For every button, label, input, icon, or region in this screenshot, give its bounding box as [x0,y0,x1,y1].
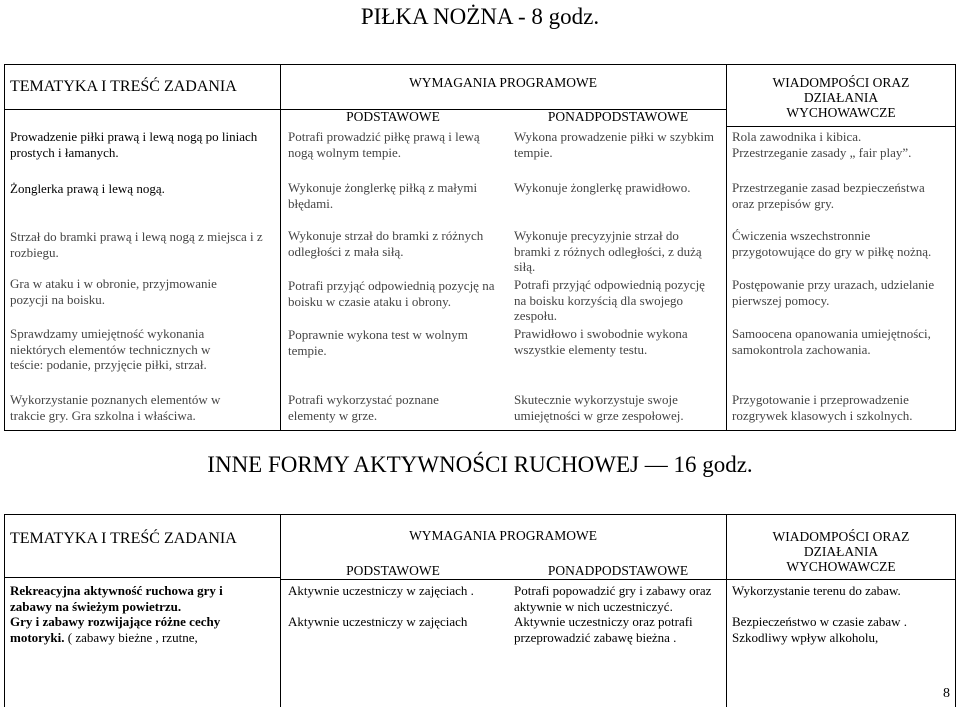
header-wiadomosci-line: WYCHOWAWCZE [786,105,896,120]
ponadpodstawowe-item: Potrafi przyjąć odpowiednią pozycję na boisku korzyścią dla swojego zespołu. [514,277,705,323]
podstawowe-item: Potrafi wykorzystać poznane elementy w grze. [288,392,439,423]
header-podstawowe: PODSTAWOWE [346,109,440,124]
header-tematyka: TEMATYKA I TREŚĆ ZADANIA [10,530,237,547]
ponadpodstawowe-item: Potrafi popowadzić gry i zabawy oraz aktywnie w nich uczestniczyć. [514,583,712,614]
podstawowe-item: Potrafi prowadzić piłkę prawą i lewą nogą wolnym tempie. [288,129,480,160]
page-number: 8 [943,686,950,701]
table-rule [4,64,5,430]
podstawowe-item: Aktywnie uczestniczy w zajęciach . [288,583,474,598]
header-ponadpodstawowe: PONADPODSTAWOWE [547,563,689,578]
podstawowe-item: Wykonuje strzał do bramki z różnych odległości z mała siłą. [288,228,484,259]
table-rule [4,64,956,65]
wychowawcze-item: Rola zawodnika i kibica. Przestrzeganie zasady „ fair play”. [732,129,912,160]
header-wiadomosci [726,75,956,120]
wychowawcze-item: Samoocena opanowania umiejętności, samokontrola zachowania. [732,326,931,357]
table-rule [4,430,956,431]
podstawowe-item: Aktywnie uczestniczy w zajęciach [288,614,468,629]
tematyka-item-bold: Gry i zabawy rozwijające różne cechy motoryki. [10,614,221,645]
wychowawcze-item: Przygotowanie i przeprowadzenie rozgrywek klasowych i szkolnych. [732,392,913,423]
podstawowe-item: Wykonuje żonglerkę piłką z małymi błędami. [288,180,478,211]
ponadpodstawowe-item: Wykonuje żonglerkę prawidłowo. [514,180,691,195]
tematyka-item: Żonglerka prawą i lewą nogą. [10,181,165,196]
table-rule [726,126,956,127]
header-wiadomosci-line: DZIAŁANIA [803,90,879,105]
wychowawcze-item: Postępowanie przy urazach, udzielanie pierwszej pomocy. [732,277,935,308]
header-wymagania: WYMAGANIA PROGRAMOWE [409,75,597,90]
tematyka-item: Sprawdzamy umiejętność wykonania niektórych elementów technicznych w teście: podanie, przyjęcie piłki, strzał. [10,326,211,372]
table-rule [4,577,280,578]
table-rule [4,514,5,707]
tematyka-item: Wykorzystanie poznanych elementów w trakcie gry. Gra szkolna i właściwa. [10,392,221,423]
table-rule [280,579,956,580]
ponadpodstawowe-item: Prawidłowo i swobodnie wykona wszystkie elementy testu. [514,326,688,357]
header-wiadomosci-line: WYCHOWAWCZE [786,559,896,574]
page-title: PIŁKA NOŻNA - 8 godz. [360,4,600,29]
table-rule [4,109,280,110]
ponadpodstawowe-item: Wykonuje precyzyjnie strzał do bramki z różnych odległości, z dużą siłą. [514,228,702,274]
podstawowe-item: Poprawnie wykona test w wolnym tempie. [288,327,468,358]
wychowawcze-item: Ćwiczenia wszechstronnie przygotowujące do gry w piłkę nożną. [732,228,932,259]
header-wiadomosci [726,529,956,574]
table-rule [4,514,956,515]
podstawowe-item: Potrafi przyjąć odpowiednią pozycję na boisku w czasie ataku i obrony. [288,278,495,309]
tematyka-item: Gra w ataku i w obronie, przyjmowanie pozycji na boisku. [10,276,217,307]
tematyka-item: Rekreacyjna aktywność ruchowa gry i zabawy na świeżym powietrzu. [10,583,223,614]
header-ponadpodstawowe: PONADPODSTAWOWE [547,109,689,124]
tematyka-item [10,614,262,645]
header-wiadomosci-line: WIADOMPOŚCI ORAZ [772,75,910,90]
wychowawcze-item: Wykorzystanie terenu do zabaw. [732,583,901,598]
tematyka-item-rest: ( zabawy bieżne , rzutne, [64,629,198,645]
tematyka-item: Strzał do bramki prawą i lewą nogą z miejsca i z rozbiegu. [10,229,263,260]
wychowawcze-item: Bezpieczeństwo w czasie zabaw . Szkodliwy wpływ alkoholu, [732,614,908,645]
ponadpodstawowe-item: Aktywnie uczestniczy oraz potrafi przeprowadzić zabawę bieżna . [514,614,693,645]
ponadpodstawowe-item: Wykona prowadzenie piłki w szybkim tempie. [514,129,714,160]
header-tematyka: TEMATYKA I TREŚĆ ZADANIA [10,78,237,95]
table-rule [280,64,281,430]
header-wymagania: WYMAGANIA PROGRAMOWE [409,528,597,543]
tematyka-item: Prowadzenie piłki prawą i lewą nogą po liniach prostych i łamanych. [10,129,258,160]
section-title: INNE FORMY AKTYWNOŚCI RUCHOWEJ — 16 godz. [207,452,753,477]
header-wiadomosci-line: DZIAŁANIA [803,544,879,559]
header-wiadomosci-line: WIADOMPOŚCI ORAZ [772,529,910,544]
header-podstawowe: PODSTAWOWE [346,563,440,578]
wychowawcze-item: Przestrzeganie zasad bezpieczeństwa oraz przepisów gry. [732,180,925,211]
ponadpodstawowe-item: Skutecznie wykorzystuje swoje umiejętności w grze zespołowej. [514,392,684,423]
